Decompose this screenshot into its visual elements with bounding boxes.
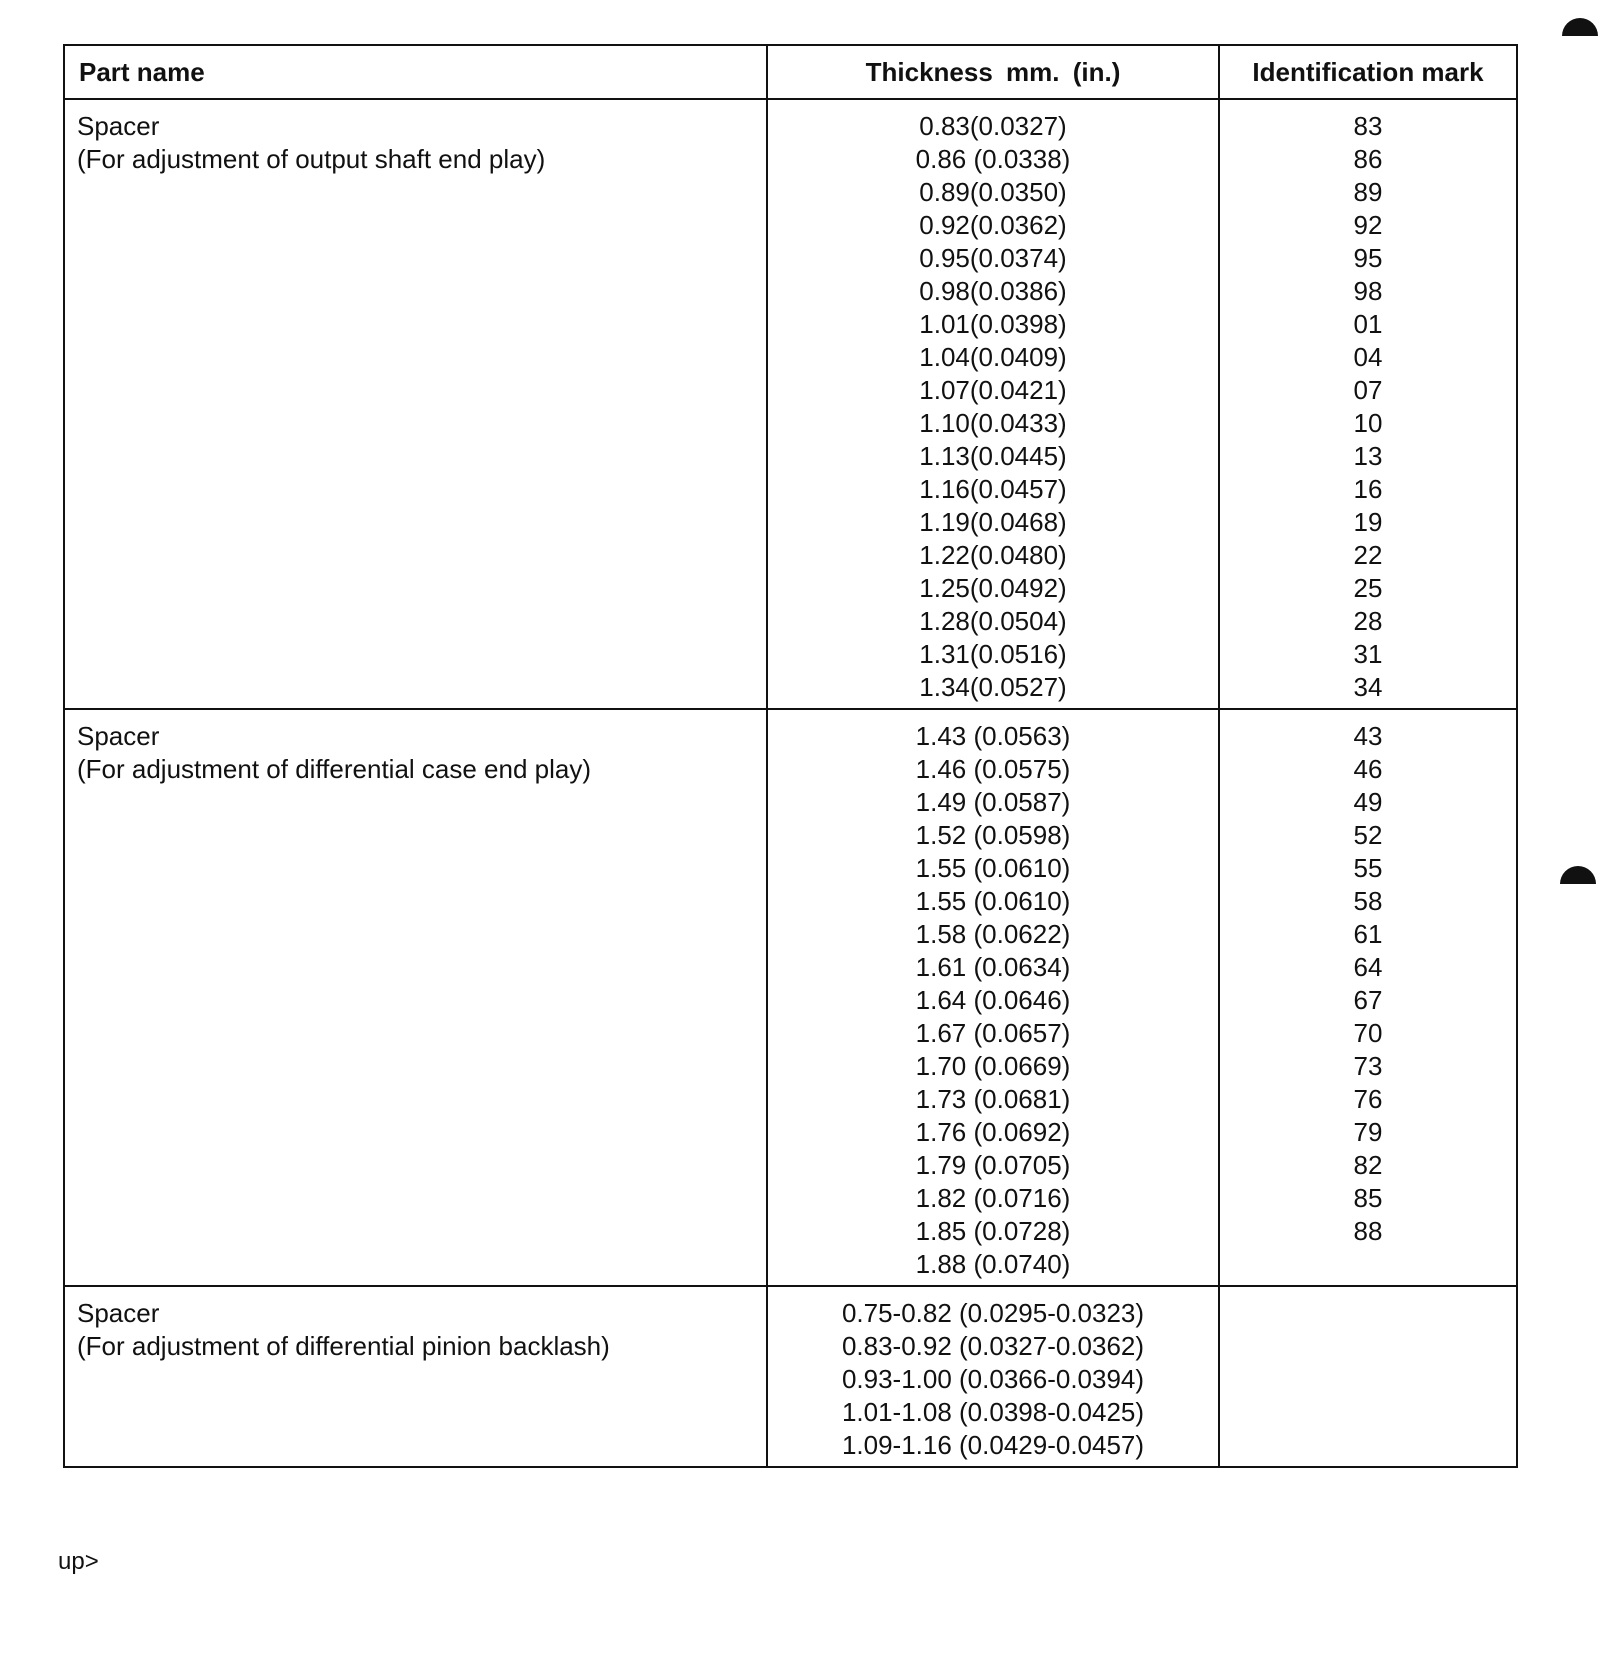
identification-mark: 34 bbox=[1353, 672, 1383, 702]
part-cell bbox=[64, 1286, 767, 1467]
identification-mark: 82 bbox=[1353, 1150, 1383, 1180]
thickness-value: 1.85 (0.0728) bbox=[915, 1216, 1071, 1246]
thickness-value: 0.83-0.92 (0.0327-0.0362) bbox=[841, 1331, 1145, 1361]
identification-mark: 58 bbox=[1353, 886, 1383, 916]
thickness-value: 0.86 (0.0338) bbox=[915, 144, 1071, 174]
identification-mark: 73 bbox=[1353, 1051, 1383, 1081]
page-edge-mark-middle bbox=[1560, 866, 1596, 884]
thickness-value: 1.64 (0.0646) bbox=[915, 985, 1071, 1015]
identification-mark: 10 bbox=[1353, 408, 1383, 438]
identification-mark: 49 bbox=[1353, 787, 1383, 817]
identification-mark: 22 bbox=[1353, 540, 1383, 570]
thickness-value: 1.10(0.0433) bbox=[919, 408, 1067, 438]
thickness-value: 1.76 (0.0692) bbox=[915, 1117, 1071, 1147]
thickness-value: 1.58 (0.0622) bbox=[915, 919, 1071, 949]
part-purpose: (For adjustment of output shaft end play) bbox=[77, 144, 546, 174]
thickness-value: 0.95(0.0374) bbox=[919, 243, 1067, 273]
identification-mark: 64 bbox=[1353, 952, 1383, 982]
identification-mark-list bbox=[1219, 99, 1517, 709]
spacer-spec-table bbox=[63, 44, 1518, 1468]
identification-mark: 16 bbox=[1353, 474, 1383, 504]
identification-mark: 89 bbox=[1353, 177, 1383, 207]
thickness-value: 0.92(0.0362) bbox=[919, 210, 1067, 240]
identification-mark: 43 bbox=[1353, 721, 1383, 751]
thickness-value: 1.28(0.0504) bbox=[919, 606, 1067, 636]
thickness-value: 1.04(0.0409) bbox=[919, 342, 1067, 372]
thickness-value: 1.79 (0.0705) bbox=[915, 1150, 1071, 1180]
part-name: Spacer bbox=[77, 721, 160, 751]
thickness-value: 1.16(0.0457) bbox=[919, 474, 1067, 504]
thickness-value: 1.19(0.0468) bbox=[919, 507, 1067, 537]
identification-mark: 52 bbox=[1353, 820, 1383, 850]
page-edge-mark-top bbox=[1562, 18, 1598, 36]
thickness-value: 1.82 (0.0716) bbox=[915, 1183, 1071, 1213]
table-row-differential-case-spacer bbox=[64, 709, 1517, 1286]
part-cell bbox=[64, 99, 767, 709]
thickness-list bbox=[767, 1286, 1219, 1467]
thickness-value: 1.13(0.0445) bbox=[919, 441, 1067, 471]
part-purpose: (For adjustment of differential case end play) bbox=[77, 754, 592, 784]
identification-mark: 79 bbox=[1353, 1117, 1383, 1147]
thickness-value: 0.89(0.0350) bbox=[919, 177, 1067, 207]
identification-mark: 67 bbox=[1353, 985, 1383, 1015]
identification-mark: 70 bbox=[1353, 1018, 1383, 1048]
thickness-value: 0.75-0.82 (0.0295-0.0323) bbox=[841, 1298, 1145, 1328]
thickness-value: 1.01(0.0398) bbox=[919, 309, 1067, 339]
thickness-value: 1.34(0.0527) bbox=[919, 672, 1067, 702]
part-cell bbox=[64, 709, 767, 1286]
identification-mark: 04 bbox=[1353, 342, 1383, 372]
thickness-value: 1.70 (0.0669) bbox=[915, 1051, 1071, 1081]
thickness-value: 0.83(0.0327) bbox=[919, 111, 1067, 141]
identification-mark-list-empty bbox=[1219, 1286, 1517, 1467]
part-purpose: (For adjustment of differential pinion backlash) bbox=[77, 1331, 610, 1361]
up-link[interactable]: up> bbox=[58, 1548, 99, 1575]
thickness-value: 1.07(0.0421) bbox=[919, 375, 1067, 405]
header-identification-mark: Identification mark bbox=[1219, 45, 1517, 99]
identification-mark: 07 bbox=[1353, 375, 1383, 405]
thickness-value: 1.61 (0.0634) bbox=[915, 952, 1071, 982]
identification-mark: 92 bbox=[1353, 210, 1383, 240]
header-thickness: Thickness mm. (in.) bbox=[767, 45, 1219, 99]
thickness-value: 1.46 (0.0575) bbox=[915, 754, 1071, 784]
identification-mark: 95 bbox=[1353, 243, 1383, 273]
thickness-value: 1.01-1.08 (0.0398-0.0425) bbox=[841, 1397, 1145, 1427]
identification-mark: 55 bbox=[1353, 853, 1383, 883]
thickness-value: 1.09-1.16 (0.0429-0.0457) bbox=[841, 1430, 1145, 1460]
thickness-value: 1.22(0.0480) bbox=[919, 540, 1067, 570]
thickness-value: 1.55 (0.0610) bbox=[915, 853, 1071, 883]
thickness-value: 1.31(0.0516) bbox=[919, 639, 1067, 669]
identification-mark: 86 bbox=[1353, 144, 1383, 174]
identification-mark: 13 bbox=[1353, 441, 1383, 471]
identification-mark: 61 bbox=[1353, 919, 1383, 949]
thickness-list bbox=[767, 99, 1219, 709]
thickness-value: 1.49 (0.0587) bbox=[915, 787, 1071, 817]
identification-mark: 19 bbox=[1353, 507, 1383, 537]
table-row-output-shaft-spacer bbox=[64, 99, 1517, 709]
identification-mark: 98 bbox=[1353, 276, 1383, 306]
identification-mark: 76 bbox=[1353, 1084, 1383, 1114]
thickness-value: 0.93-1.00 (0.0366-0.0394) bbox=[841, 1364, 1145, 1394]
table-header-row bbox=[64, 45, 1517, 99]
thickness-value: 1.43 (0.0563) bbox=[915, 721, 1071, 751]
identification-mark: 88 bbox=[1353, 1216, 1383, 1246]
identification-mark: 25 bbox=[1353, 573, 1383, 603]
thickness-value: 0.98(0.0386) bbox=[919, 276, 1067, 306]
part-name: Spacer bbox=[77, 111, 160, 141]
identification-mark: 31 bbox=[1353, 639, 1383, 669]
identification-mark: 28 bbox=[1353, 606, 1383, 636]
identification-mark: 01 bbox=[1353, 309, 1383, 339]
identification-mark: 83 bbox=[1353, 111, 1383, 141]
thickness-value: 1.73 (0.0681) bbox=[915, 1084, 1071, 1114]
identification-mark: 46 bbox=[1353, 754, 1383, 784]
header-part-name: Part name bbox=[64, 45, 767, 99]
thickness-list bbox=[767, 709, 1219, 1286]
part-name: Spacer bbox=[77, 1298, 160, 1328]
table-row-differential-pinion-spacer bbox=[64, 1286, 1517, 1467]
thickness-value: 1.52 (0.0598) bbox=[915, 820, 1071, 850]
identification-mark-list bbox=[1219, 709, 1517, 1286]
thickness-value: 1.67 (0.0657) bbox=[915, 1018, 1071, 1048]
identification-mark: 85 bbox=[1353, 1183, 1383, 1213]
thickness-value: 1.55 (0.0610) bbox=[915, 886, 1071, 916]
thickness-value: 1.25(0.0492) bbox=[919, 573, 1067, 603]
thickness-value: 1.88 (0.0740) bbox=[915, 1249, 1071, 1279]
